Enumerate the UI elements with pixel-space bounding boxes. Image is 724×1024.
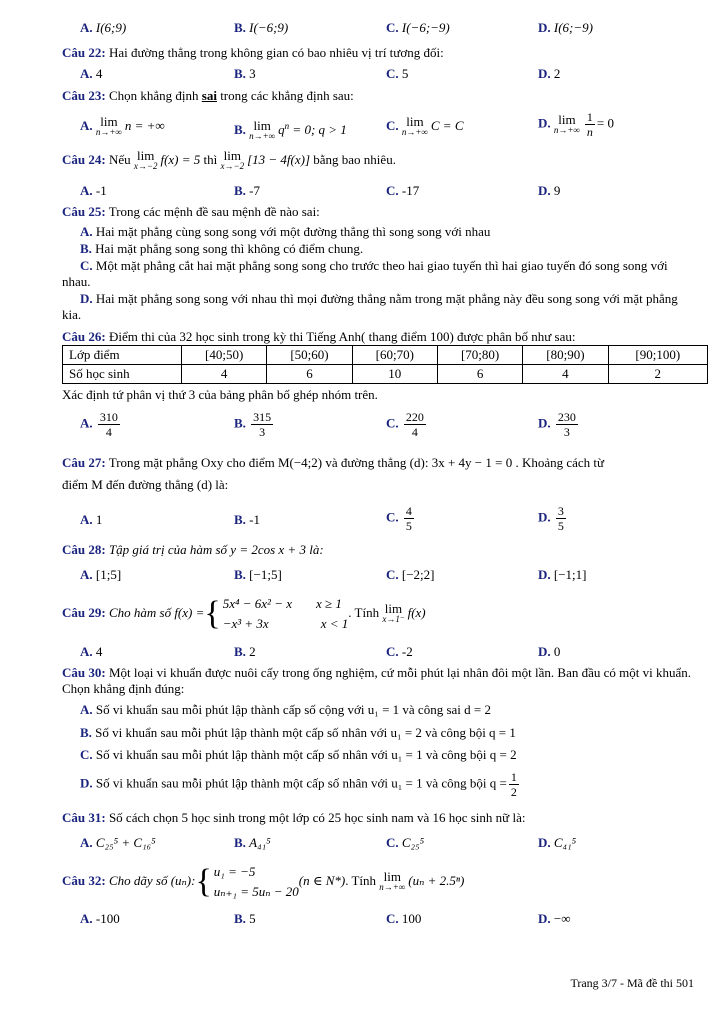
q31-option-a[interactable]: C₂₅⁵ + C₁₆⁵ (95, 835, 156, 850)
q32-option-a[interactable]: -100 (95, 911, 120, 926)
q26-option-d[interactable]: $\frac{230}{3}$ (557, 410, 576, 439)
q24-option-d[interactable]: 9 (553, 183, 561, 198)
piecewise-function: 5x⁴ − 6x² − x x ≥ 1 −x³ + 3x x < 1 (222, 596, 349, 631)
q23-stem: Câu 23: Chọn khẳng định sai trong các khẳng định sau: (62, 88, 354, 103)
piecewise-brace: { (204, 595, 221, 632)
q23-option-b[interactable]: $q^n = 0$; q > 1 (278, 121, 347, 137)
q24-option-b[interactable]: -7 (249, 183, 261, 198)
q29-option-a[interactable]: 4 (95, 644, 103, 659)
q21-options: A. I(6;9) B. I(−6;9) C. I(−6;−9) D. I(6;−9) (80, 20, 593, 35)
q32-option-b[interactable]: 5 (249, 911, 256, 926)
q25-option-a[interactable]: A. Hai mặt phẳng cùng song song với một đường thẳng thì song song với nhau (80, 224, 491, 239)
q28-option-d[interactable]: [−1;1] (553, 567, 587, 582)
q30-option-d[interactable]: D. Số vi khuẩn sau mỗi phút lập thành một cấp số nhân với u₁ = 1 và công bội q = $\frac{1}{2}$ (80, 770, 517, 799)
q23-option-a[interactable]: n = +∞ (124, 118, 165, 133)
q22-option-c[interactable]: 5 (401, 66, 409, 81)
q27-option-a[interactable]: 1 (95, 512, 103, 527)
table-row: Lớp điểm [40;50) [50;60) [60;70) [70;80) [80;90) [90;100) (63, 346, 708, 365)
q29-option-d[interactable]: 0 (553, 644, 561, 659)
recurrence-system: u₁ = −5 uₙ₊₁ = 5uₙ − 20 (213, 864, 299, 899)
q27-stem-line2: điểm M đến đường thẳng (d) là: (62, 477, 229, 492)
q23-option-d[interactable]: $\frac{1}{n}$ (586, 110, 593, 139)
q21-option-b[interactable]: I(−6;9) (249, 20, 289, 35)
q22-option-d[interactable]: 2 (553, 66, 561, 81)
q29-option-c[interactable]: -2 (401, 644, 413, 659)
q32-option-d[interactable]: −∞ (553, 911, 571, 926)
q27-option-b[interactable]: -1 (249, 512, 261, 527)
q29-option-b[interactable]: 2 (249, 644, 256, 659)
q28-options: A. [1;5] B. [−1;5] C. [−2;2] D. [−1;1] (80, 567, 587, 582)
q25-stem: Câu 25: Trong các mệnh đề sau mệnh đề nào sai: (62, 204, 320, 219)
q27-option-c[interactable]: $\frac{4}{5}$ (405, 504, 412, 533)
q23-options: A. lim n→+∞ n = +∞ B. lim n→+∞ $q^n = 0$; q > 1 C. lim n→+∞ C = C D. lim n→+∞ $\frac{1}{n}$ = 0 (80, 110, 614, 142)
q24-options: A. -1 B. -7 C. -17 D. 9 (80, 183, 561, 198)
q31-stem: Câu 31: Số cách chọn 5 học sinh trong một lớp có 25 học sinh nam và 16 học sinh nữ là: (62, 810, 526, 825)
q32-option-c[interactable]: 100 (401, 911, 422, 926)
score-distribution-table (62, 345, 708, 384)
q26-option-b[interactable]: $\frac{315}{3}$ (253, 410, 272, 439)
q30-option-a[interactable]: A. Số vi khuẩn sau mỗi phút lập thành cấp số cộng với u₁ = 1 và công sai d = 2 (80, 702, 491, 717)
page-footer: Trang 3/7 - Mã đề thi 501 (570, 976, 694, 990)
q29-options: A. 4 B. 2 C. -2 D. 0 (80, 644, 561, 659)
q31-option-d[interactable]: C₄₁⁵ (553, 835, 577, 850)
q24-option-a[interactable]: -1 (95, 183, 107, 198)
q29-stem: Câu 29: Cho hàm số f(x) ={ 5x⁴ − 6x² − x x ≥ 1 −x³ + 3x x < 1 . Tính lim x→1⁻ f(x) (62, 595, 426, 632)
q21-option-d[interactable]: I(6;−9) (553, 20, 593, 35)
table-row: Số học sinh 4 6 10 6 4 2 (63, 365, 708, 384)
q23-option-c[interactable]: C = C (430, 118, 464, 133)
q28-option-b[interactable]: [−1;5] (249, 567, 282, 582)
system-brace: { (195, 863, 212, 900)
q26-stem: Câu 26: Điểm thi của 32 học sinh trong kỳ thi Tiếng Anh( thang điểm 100) được phân bố như sau: (62, 329, 576, 344)
q32-options: A. -100 B. 5 C. 100 D. −∞ (80, 911, 571, 926)
q26-option-c[interactable]: $\frac{220}{4}$ (405, 410, 424, 439)
q32-stem: Câu 32: Cho dãy số (uₙ):{ u₁ = −5 uₙ₊₁ = 5uₙ − 20 (n ∈ N*). Tính lim n→+∞ (uₙ + 2.5ⁿ) (62, 863, 465, 900)
q25-option-d[interactable]: D. Hai mặt phẳng song song với nhau thì mọi đường thẳng nằm trong mặt phẳng này đều song song với mặt phẳng kia. (62, 291, 678, 322)
q30-option-c[interactable]: C. Số vi khuẩn sau mỗi phút lập thành một cấp số nhân với u₁ = 1 và công bội q = 2 (80, 747, 517, 762)
q21-option-c[interactable]: I(−6;−9) (401, 20, 450, 35)
q22-stem: Câu 22: Hai đường thẳng trong không gian có bao nhiêu vị trí tương đối: (62, 45, 444, 60)
q21-option-a[interactable]: I(6;9) (95, 20, 127, 35)
q31-option-b[interactable]: A₄₁⁵ (249, 835, 271, 850)
q22-options: A. 4 B. 3 C. 5 D. 2 (80, 66, 561, 81)
q22-option-a[interactable]: 4 (95, 66, 103, 81)
q22-option-b[interactable]: 3 (249, 66, 256, 81)
q31-option-c[interactable]: C₂₅⁵ (401, 835, 425, 850)
q27-stem-line1: Câu 27: Trong mặt phẳng Oxy cho điểm M(−4;2) và đường thẳng (d): 3x + 4y − 1 = 0 . Khoảng cách từ (62, 455, 605, 470)
q24-option-c[interactable]: -17 (401, 183, 420, 198)
q25-option-b[interactable]: B. Hai mặt phẳng song song thì không có điểm chung. (80, 241, 364, 256)
q28-stem: Câu 28: Tập giá trị của hàm số y = 2cos x + 3 là: (62, 542, 324, 557)
q27-option-d[interactable]: $\frac{3}{5}$ (557, 504, 564, 533)
q27-options: A. 1 B. -1 C. $\frac{4}{5}$ D. $\frac{3}{5}$ (80, 504, 564, 533)
q30-stem: Câu 30: Một loại vi khuẩn được nuôi cấy trong ống nghiệm, cứ mỗi phút lại nhân đôi một lần. Ban đầu có một vi khuẩn. Chọn khẳng định đúng: (62, 665, 691, 696)
q25-option-c[interactable]: C. Một mặt phẳng cắt hai mặt phẳng song song cho trước theo hai giao tuyến thì hai giao tuyến đó song song với nhau. (62, 258, 668, 289)
q26-task: Xác định tứ phân vị thứ 3 của bảng phân bố ghép nhóm trên. (62, 387, 378, 402)
q28-option-c[interactable]: [−2;2] (401, 567, 435, 582)
q30-option-b[interactable]: B. Số vi khuẩn sau mỗi phút lập thành một cấp số nhân với u₁ = 2 và công bội q = 1 (80, 725, 516, 740)
q26-option-a[interactable]: $\frac{310}{4}$ (99, 410, 118, 439)
q26-options: A. $\frac{310}{4}$ B. $\frac{315}{3}$ C. $\frac{220}{4}$ D. $\frac{230}{3}$ (80, 410, 576, 439)
q24-stem: Câu 24: Nếu lim x→−2 f(x) = 5 thì lim x→−2 [13 − 4f(x)] bằng bao nhiêu. (62, 148, 396, 171)
q28-option-a[interactable]: [1;5] (95, 567, 122, 582)
q31-options: A. C₂₅⁵ + C₁₆⁵ B. A₄₁⁵ C. C₂₅⁵ D. C₄₁⁵ (80, 835, 577, 850)
